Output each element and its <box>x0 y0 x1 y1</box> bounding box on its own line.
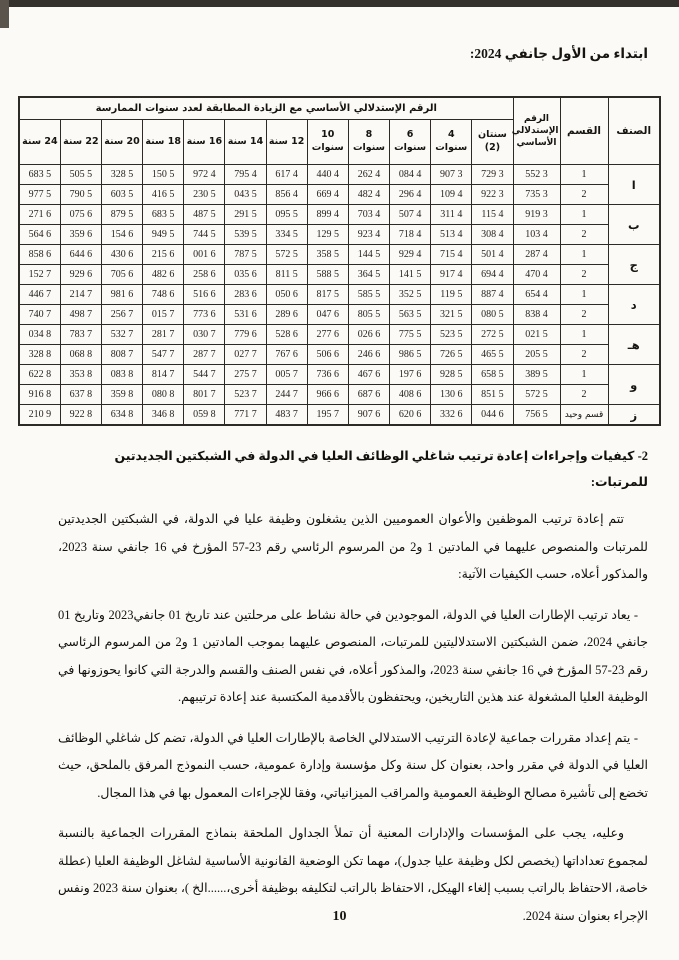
table-cell: 6 907 <box>348 405 389 426</box>
table-cell: 5 144 <box>348 245 389 265</box>
table-cell: 4 929 <box>390 245 431 265</box>
table-cell: 8 922 <box>60 405 101 426</box>
table-cell: 4 917 <box>431 265 472 285</box>
table-cell: 4 308 <box>472 225 513 245</box>
table-row <box>19 205 660 225</box>
table-cell: 6 050 <box>266 285 307 305</box>
table-cell: 5 817 <box>307 285 348 305</box>
category-cell: هـ <box>608 325 660 365</box>
table-cell: 8 353 <box>60 365 101 385</box>
table-row <box>19 345 660 365</box>
category-cell: ز <box>608 405 660 426</box>
table-cell: 8 359 <box>101 385 142 405</box>
table-cell: 6 966 <box>307 385 348 405</box>
base-index-cell: 3 735 <box>513 185 560 205</box>
table-cell: 7 256 <box>101 305 142 325</box>
base-index-cell: 4 103 <box>513 225 560 245</box>
table-cell: 4 262 <box>348 165 389 185</box>
table-cell: 7 783 <box>60 325 101 345</box>
table-cell: 4 513 <box>431 225 472 245</box>
table-cell: 7 027 <box>225 345 266 365</box>
table-cell: 7 152 <box>19 265 60 285</box>
table-cell: 4 715 <box>431 245 472 265</box>
table-cell: 5 523 <box>431 325 472 345</box>
table-cell: 4 795 <box>225 165 266 185</box>
table-cell: 4 501 <box>472 245 513 265</box>
table-cell: 5 505 <box>60 165 101 185</box>
bullet-reclassification: - يعاد ترتيب الإطارات العليا في الدولة، الموجودين في حالة نشاط على مرحلتين عند تاريخ 01 جانفي2023 وتاريخ 01 جانفي 2024، ضمن الشبكتين الاستدلاليتين للمرتبات، المنصوص عليهما بموجب المادتين 1 و2 من المرسوم الرئاسي رقم 23-57 المؤرخ في 16 جانفي سنة 2023، والمذكور أعلاه، في نفس الصنف والقسم والدرجة التي كانوا يحوزونها في الوظيفة العليا المشغولة عند هذين التاريخين، ويحتفظون بالأقدمية المكتسبة عند إعادة ترتيبهم. <box>58 607 648 704</box>
table-cell: 7 498 <box>60 305 101 325</box>
category-cell: ب <box>608 205 660 245</box>
table-cell: 6 773 <box>184 305 225 325</box>
table-cell: 5 321 <box>431 305 472 325</box>
table-cell: 8 346 <box>143 405 184 426</box>
table-cell: 6 271 <box>19 205 60 225</box>
table-cell: 4 617 <box>266 165 307 185</box>
table-cell: 6 929 <box>60 265 101 285</box>
table-cell: 6 516 <box>184 285 225 305</box>
table-cell: 7 244 <box>266 385 307 405</box>
table-cell: 5 150 <box>143 165 184 185</box>
base-index-cell: 4 838 <box>513 305 560 325</box>
col-header-seniority-merged: الرقم الإستدلالي الأساسي مع الزيادة المطابقة لعدد سنوات الممارسة <box>19 97 513 120</box>
base-index-cell: 5 205 <box>513 345 560 365</box>
base-index-cell: 3 552 <box>513 165 560 185</box>
table-cell: 5 465 <box>472 345 513 365</box>
table-cell: 5 095 <box>266 205 307 225</box>
table-cell: 5 291 <box>225 205 266 225</box>
col-header-category: الصنف <box>608 97 660 165</box>
table-cell: 7 532 <box>101 325 142 345</box>
table-cell: 6 283 <box>225 285 266 305</box>
base-index-cell: 4 470 <box>513 265 560 285</box>
table-cell: 5 726 <box>431 345 472 365</box>
salary-index-table <box>18 96 661 426</box>
table-cell: 7 801 <box>184 385 225 405</box>
table-cell: 6 736 <box>307 365 348 385</box>
section-cell: 2 <box>560 385 608 405</box>
table-cell: 6 289 <box>266 305 307 325</box>
table-cell: 8 637 <box>60 385 101 405</box>
table-cell: 6 047 <box>307 305 348 325</box>
table-cell: 6 705 <box>101 265 142 285</box>
table-cell: 6 467 <box>348 365 389 385</box>
table-cell: 6 130 <box>431 385 472 405</box>
table-cell: 6 246 <box>348 345 389 365</box>
table-cell: 6 858 <box>19 245 60 265</box>
table-cell: 6 277 <box>307 325 348 345</box>
section-cell: 2 <box>560 345 608 365</box>
col-header-seniority: 22 سنة <box>60 120 101 165</box>
table-cell: 5 588 <box>307 265 348 285</box>
section-cell: 2 <box>560 225 608 245</box>
table-row <box>19 405 660 426</box>
table-cell: 5 334 <box>266 225 307 245</box>
col-header-seniority: 6 سنوات <box>390 120 431 165</box>
table-cell: 7 281 <box>143 325 184 345</box>
bullet-collective-decisions: - يتم إعداد مقررات جماعية لإعادة الترتيب الاستدلالي الخاصة بالإطارات العليا في الدولة، تضم كل شاغلي الوظائف العليا في الدولة في مقرر واحد، بعنوان كل سنة وكل مؤسسة وإدارة عمومية، حسب النموذج المرفق بالملحق، حيث تخضع إلى تأشيرة مصالح الوظيفة العمومية والمراقب الميزانياتي، وفقا للإجراءات المعمول بها في هذا المجال. <box>58 730 648 800</box>
col-header-seniority: سنتان (2) <box>472 120 513 165</box>
table-cell: 8 083 <box>101 365 142 385</box>
table-cell: 4 084 <box>390 165 431 185</box>
table-cell: 5 119 <box>431 285 472 305</box>
table-cell: 6 035 <box>225 265 266 285</box>
table-cell: 4 718 <box>390 225 431 245</box>
category-cell: د <box>608 285 660 325</box>
table-cell: 5 977 <box>19 185 60 205</box>
table-cell: 7 195 <box>307 405 348 426</box>
col-header-seniority: 16 سنة <box>184 120 225 165</box>
table-cell: 6 430 <box>101 245 142 265</box>
table-cell: 6 359 <box>60 225 101 245</box>
table-cell: 8 622 <box>19 365 60 385</box>
salary-index-table-container <box>18 96 661 426</box>
table-cell: 3 922 <box>472 185 513 205</box>
table-cell: 7 214 <box>60 285 101 305</box>
table-cell: 5 805 <box>348 305 389 325</box>
section-cell: 2 <box>560 185 608 205</box>
table-cell: 5 043 <box>225 185 266 205</box>
scan-edge-top <box>0 0 679 7</box>
col-header-seniority: 24 سنة <box>19 120 60 165</box>
table-row <box>19 225 660 245</box>
table-cell: 6 767 <box>266 345 307 365</box>
table-cell: 4 972 <box>184 165 225 185</box>
table-cell: 6 001 <box>184 245 225 265</box>
table-cell: 5 683 <box>143 205 184 225</box>
table-row <box>19 185 660 205</box>
table-cell: 4 703 <box>348 205 389 225</box>
table-cell: 7 483 <box>266 405 307 426</box>
table-cell: 9 210 <box>19 405 60 426</box>
col-header-seniority: 18 سنة <box>143 120 184 165</box>
table-cell: 6 197 <box>390 365 431 385</box>
table-cell: 3 907 <box>431 165 472 185</box>
table-cell: 8 080 <box>143 385 184 405</box>
table-cell: 5 230 <box>184 185 225 205</box>
col-header-seniority: 20 سنة <box>101 120 142 165</box>
table-cell: 4 296 <box>390 185 431 205</box>
table-cell: 6 779 <box>225 325 266 345</box>
table-cell: 5 487 <box>184 205 225 225</box>
table-cell: 5 787 <box>225 245 266 265</box>
table-cell: 8 916 <box>19 385 60 405</box>
table-cell: 5 851 <box>472 385 513 405</box>
table-cell: 5 658 <box>472 365 513 385</box>
table-cell: 6 408 <box>390 385 431 405</box>
section-cell: 1 <box>560 245 608 265</box>
col-header-section: القسم <box>560 97 608 165</box>
table-cell: 6 687 <box>348 385 389 405</box>
table-cell: 7 547 <box>143 345 184 365</box>
table-cell: 5 539 <box>225 225 266 245</box>
section-cell: 2 <box>560 305 608 325</box>
table-cell: 5 603 <box>101 185 142 205</box>
section-cell: 1 <box>560 205 608 225</box>
table-cell: 6 748 <box>143 285 184 305</box>
table-row <box>19 245 660 265</box>
table-cell: 5 328 <box>101 165 142 185</box>
table-cell: 4 887 <box>472 285 513 305</box>
base-index-cell: 5 572 <box>513 385 560 405</box>
table-cell: 6 026 <box>348 325 389 345</box>
base-index-cell: 3 919 <box>513 205 560 225</box>
section-cell: 1 <box>560 285 608 305</box>
section-cell: 1 <box>560 365 608 385</box>
table-cell: 5 563 <box>390 305 431 325</box>
table-cell: 7 523 <box>225 385 266 405</box>
table-row <box>19 325 660 345</box>
table-cell: 7 287 <box>184 345 225 365</box>
col-header-base-index: الرقم الإستدلالي الأساسي <box>513 97 560 165</box>
table-cell: 5 358 <box>307 245 348 265</box>
table-cell: 4 440 <box>307 165 348 185</box>
table-cell: 4 923 <box>348 225 389 245</box>
table-cell: 5 272 <box>472 325 513 345</box>
base-index-cell: 5 021 <box>513 325 560 345</box>
table-cell: 5 683 <box>19 165 60 185</box>
table-cell: 5 129 <box>307 225 348 245</box>
table-cell: 5 080 <box>472 305 513 325</box>
table-cell: 7 005 <box>266 365 307 385</box>
table-cell: 5 141 <box>390 265 431 285</box>
category-cell: ج <box>608 245 660 285</box>
page-number: 10 <box>332 909 347 924</box>
table-cell: 6 044 <box>472 405 513 426</box>
section-cell: 1 <box>560 165 608 185</box>
table-cell: 5 811 <box>266 265 307 285</box>
index-table-body <box>19 165 660 426</box>
table-cell: 6 564 <box>19 225 60 245</box>
category-cell: و <box>608 365 660 405</box>
table-cell: 3 729 <box>472 165 513 185</box>
effective-date-line: ابتداء من الأول جانفي 2024: <box>469 46 648 61</box>
table-cell: 6 482 <box>143 265 184 285</box>
table-cell: 8 059 <box>184 405 225 426</box>
table-row <box>19 285 660 305</box>
table-cell: 7 544 <box>184 365 225 385</box>
table-cell: 6 075 <box>60 205 101 225</box>
table-cell: 8 068 <box>60 345 101 365</box>
table-cell: 6 620 <box>390 405 431 426</box>
table-cell: 5 352 <box>390 285 431 305</box>
table-cell: 5 572 <box>266 245 307 265</box>
table-cell: 5 949 <box>143 225 184 245</box>
table-cell: 7 814 <box>143 365 184 385</box>
table-cell: 7 740 <box>19 305 60 325</box>
table-cell: 7 808 <box>101 345 142 365</box>
table-cell: 4 109 <box>431 185 472 205</box>
table-cell: 5 585 <box>348 285 389 305</box>
table-cell: 8 634 <box>101 405 142 426</box>
table-cell: 4 507 <box>390 205 431 225</box>
table-cell: 4 899 <box>307 205 348 225</box>
table-cell: 8 328 <box>19 345 60 365</box>
col-header-seniority: 12 سنة <box>266 120 307 165</box>
section-cell: قسم وحيد <box>560 405 608 426</box>
table-cell: 5 744 <box>184 225 225 245</box>
base-index-cell: 5 389 <box>513 365 560 385</box>
paragraph-instructions: وعليه، يجب على المؤسسات والإدارات المعنية أن تملأ الجداول الملحقة بنماذج المقررات الجماعية بالنسبة لمجموع تعداداتها (يخصص لكل وظيفة عليا جدول)، مهما تكن الوضعية القانونية الأساسية لشاغل الوظيفة العليا (عطلة خاصة، الاحتفاظ بالراتب بسبب إلغاء الهيكل، الاحتفاظ بالراتب لتكليفه بوظيفة أخرى،......الخ )، بعنوان سنة 2023 ونفس الإجراء بعنوان سنة 2024. <box>58 826 648 923</box>
section-cell: 2 <box>560 265 608 285</box>
table-cell: 7 275 <box>225 365 266 385</box>
table-cell: 4 482 <box>348 185 389 205</box>
table-cell: 6 332 <box>431 405 472 426</box>
table-cell: 7 015 <box>143 305 184 325</box>
col-header-seniority: 14 سنة <box>225 120 266 165</box>
table-cell: 5 364 <box>348 265 389 285</box>
table-cell: 7 446 <box>19 285 60 305</box>
paragraph-intro: تتم إعادة ترتيب الموظفين والأعوان العموميين الذين يشغلون وظيفة عليا في الدولة، في الشبكتين الجديدتين للمرتبات والمنصوص عليهما في المادتين 1 و2 من المرسوم الرئاسي رقم 23-57 المؤرخ في 16 جانفي سنة 2023، والمذكور أعلاه، حسب الكيفيات الآتية: <box>58 512 648 581</box>
table-cell: 6 506 <box>307 345 348 365</box>
table-cell: 5 879 <box>101 205 142 225</box>
table-row <box>19 365 660 385</box>
table-cell: 4 694 <box>472 265 513 285</box>
col-header-seniority: 8 سنوات <box>348 120 389 165</box>
table-cell: 6 528 <box>266 325 307 345</box>
table-cell: 6 531 <box>225 305 266 325</box>
table-row <box>19 165 660 185</box>
table-cell: 5 986 <box>390 345 431 365</box>
table-cell: 7 771 <box>225 405 266 426</box>
table-cell: 7 030 <box>184 325 225 345</box>
table-cell: 8 034 <box>19 325 60 345</box>
table-row <box>19 265 660 285</box>
table-row <box>19 305 660 325</box>
scan-edge-corner <box>0 0 9 28</box>
col-header-seniority: 4 سنوات <box>431 120 472 165</box>
table-cell: 6 154 <box>101 225 142 245</box>
table-row <box>19 385 660 405</box>
section-2-heading: 2- كيفيات وإجراءات إعادة ترتيب شاغلي الوظائف العليا في الدولة في الشبكتين الجديدتين للمرتبات: <box>114 449 648 489</box>
table-cell: 4 115 <box>472 205 513 225</box>
table-cell: 6 644 <box>60 245 101 265</box>
table-header-row-1 <box>19 97 660 120</box>
base-index-cell: 4 287 <box>513 245 560 265</box>
base-index-cell: 4 654 <box>513 285 560 305</box>
table-cell: 4 856 <box>266 185 307 205</box>
table-cell: 6 215 <box>143 245 184 265</box>
table-cell: 4 669 <box>307 185 348 205</box>
base-index-cell: 5 756 <box>513 405 560 426</box>
table-cell: 6 981 <box>101 285 142 305</box>
section-cell: 1 <box>560 325 608 345</box>
table-cell: 5 928 <box>431 365 472 385</box>
category-cell: ا <box>608 165 660 205</box>
col-header-seniority: 10 سنوات <box>307 120 348 165</box>
table-cell: 6 258 <box>184 265 225 285</box>
table-cell: 5 416 <box>143 185 184 205</box>
table-cell: 4 311 <box>431 205 472 225</box>
table-cell: 5 775 <box>390 325 431 345</box>
body-text <box>58 443 648 930</box>
table-cell: 5 790 <box>60 185 101 205</box>
